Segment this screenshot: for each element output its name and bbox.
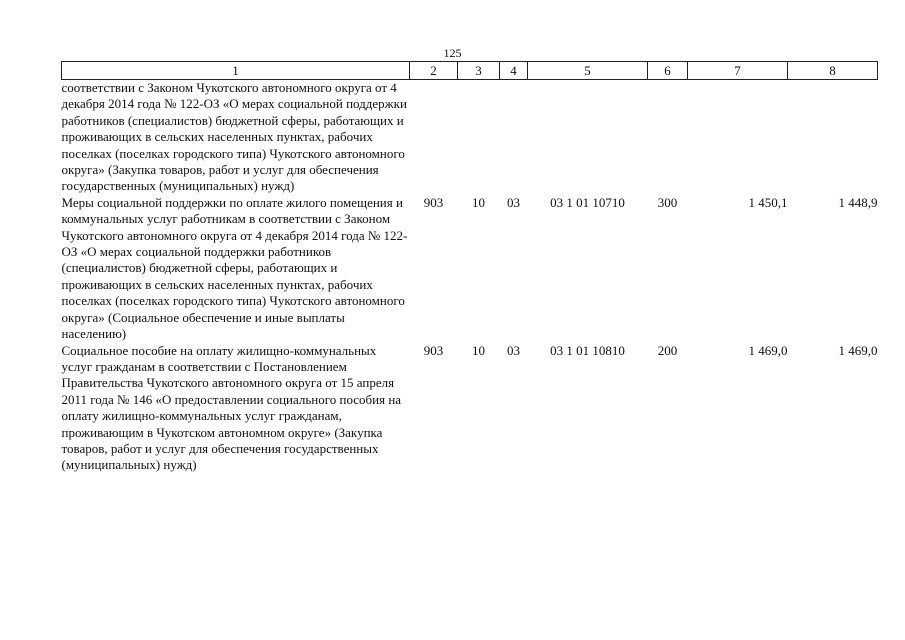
header-col-8: 8 (788, 62, 878, 80)
page-number: 125 (443, 46, 462, 60)
row-amount-executed (788, 80, 878, 195)
row-description: соответствии с Законом Чукотского автономного округа от 4 декабря 2014 года № 122-ОЗ «О мерах социальной поддержки работников (специалистов) бюджетной сферы, работающих и проживающих в сельских населенных пунктах, рабочих поселках (поселках городского типа) Чукотского автономного округа» (Закупка товаров, работ и услуг для обеспечения государственных (муниципальных) нужд) (61, 80, 407, 194)
row-subsection: 03 (507, 194, 520, 210)
table-row (62, 80, 878, 195)
row-amount-planned: 1 469,0 (748, 342, 788, 358)
row-description: Меры социальной поддержки по оплате жилого помещения и коммунальных услуг работникам в соответствии с Законом Чукотского автономного округа от 4 декабря 2014 года № 122-ОЗ «О мерах социальной поддержки работников (специалистов) бюджетной сферы, работающих и проживающих в сельских населенных пунктах, рабочих поселках (поселках городского типа) Чукотского автономного округа» (Социальное обеспечение и иные выплаты населению) (61, 194, 408, 342)
row-expense-type: 300 (657, 194, 678, 210)
row-section: 10 (472, 342, 485, 358)
row-amount-executed: 1 448,9 (838, 194, 878, 210)
budget-table (61, 61, 878, 474)
row-target-article (528, 80, 648, 195)
row-ministry-code: 903 (423, 342, 444, 358)
header-row (62, 62, 878, 80)
header-col-1: 1 (62, 62, 410, 80)
row-expense-type (648, 80, 688, 195)
row-target-article: 03 1 01 10710 (550, 194, 625, 210)
table-row (62, 195, 878, 343)
header-col-4: 4 (500, 62, 528, 80)
row-subsection (500, 80, 528, 195)
row-amount-planned (688, 80, 788, 195)
row-target-article: 03 1 01 10810 (550, 342, 625, 358)
row-section: 10 (472, 194, 485, 210)
row-ministry-code (410, 80, 458, 195)
row-ministry-code: 903 (423, 194, 444, 210)
row-section (458, 80, 500, 195)
header-col-6: 6 (648, 62, 688, 80)
header-col-7: 7 (688, 62, 788, 80)
header-col-3: 3 (458, 62, 500, 80)
row-amount-planned: 1 450,1 (748, 194, 788, 210)
row-description: Социальное пособие на оплату жилищно-коммунальных услуг гражданам в соответствии с Постановлением Правительства Чукотского автономного округа от 15 апреля 2011 года № 146 «О предоставлении социального пособия на оплату жилищно-коммунальных услуг гражданам, проживающим в Чукотском автономном округе» (Закупка товаров, работ и услуг для обеспечения государственных (муниципальных) нужд) (61, 342, 402, 473)
row-subsection: 03 (507, 342, 520, 358)
row-expense-type: 200 (657, 342, 678, 358)
header-col-2: 2 (410, 62, 458, 80)
row-amount-executed: 1 469,0 (838, 342, 878, 358)
header-col-5: 5 (528, 62, 648, 80)
table-row (62, 343, 878, 474)
